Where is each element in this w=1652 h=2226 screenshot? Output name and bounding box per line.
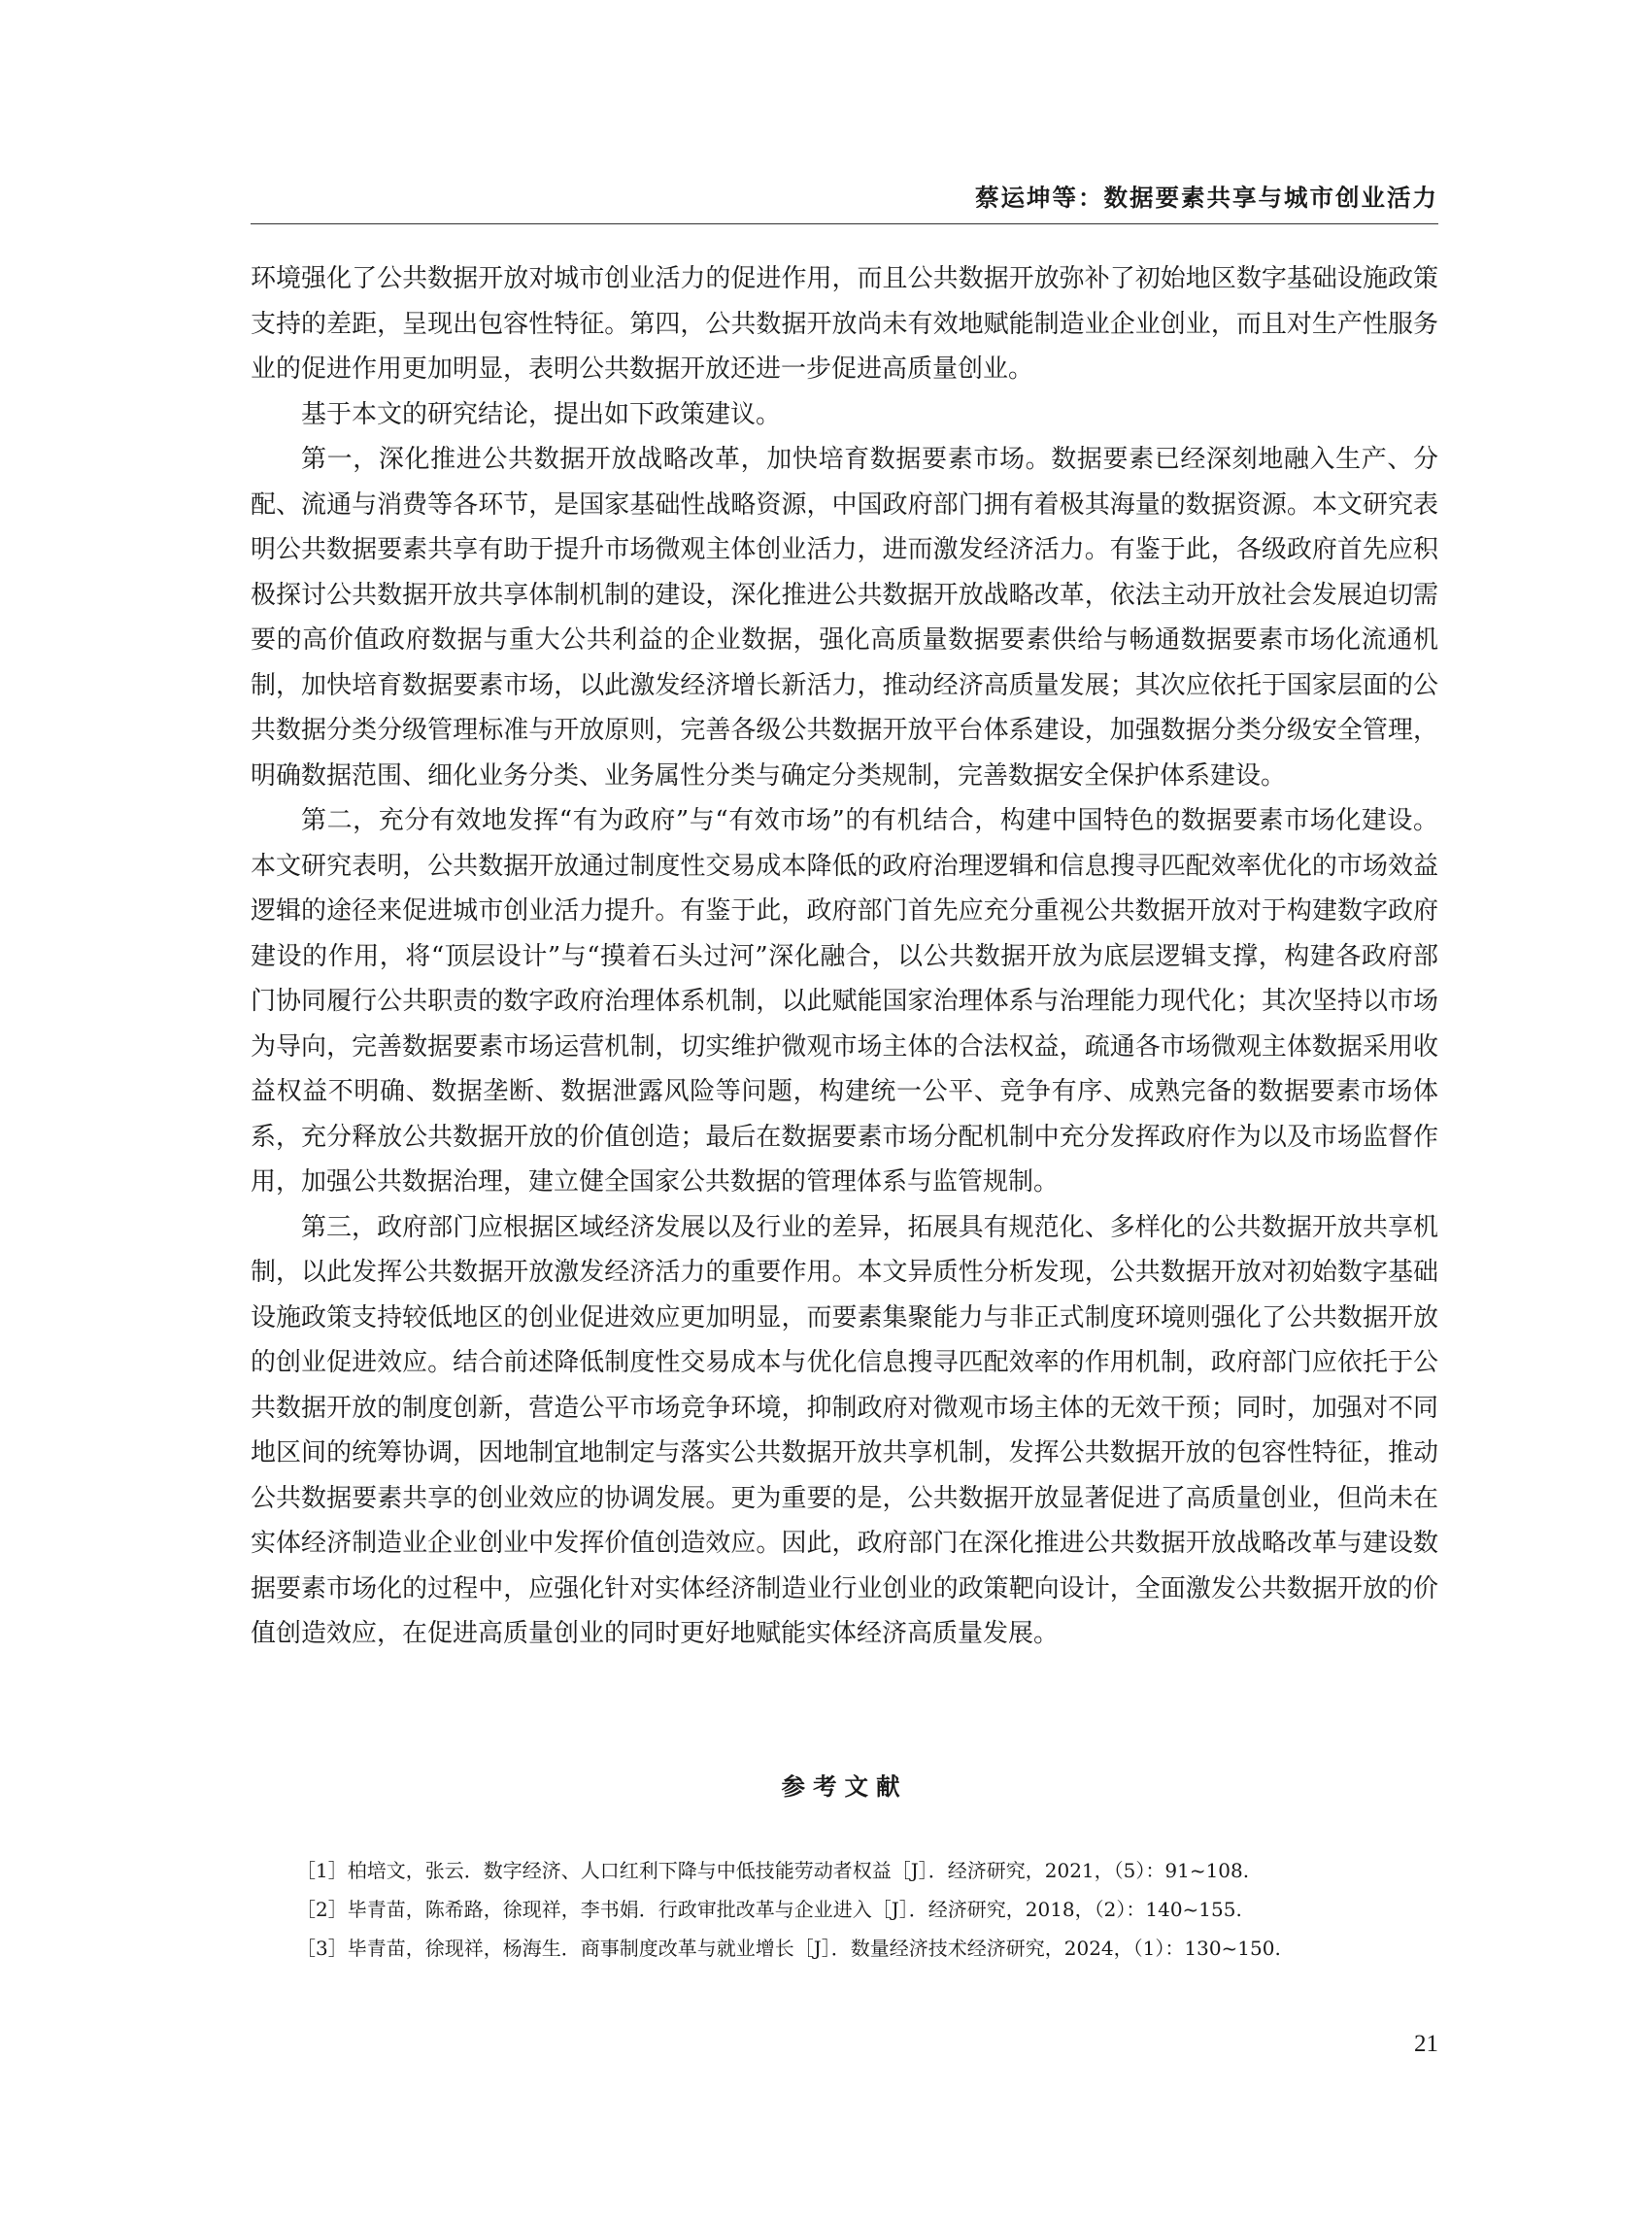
header-rule [251, 223, 1438, 224]
paragraph-policy-second: 第二，充分有效地发挥“有为政府”与“有效市场”的有机结合，构建中国特色的数据要素市场化建设。本文研究表明，公共数据开放通过制度性交易成本降低的政府治理逻辑和信息搜寻匹配效率优化的市场效益逻辑的途径来促进城市创业活力提升。有鉴于此，政府部门首先应充分重视公共数据开放对于构建数字政府建设的作用，将“顶层设计”与“摸着石头过河”深化融合，以公共数据开放为底层逻辑支撑，构建各政府部门协同履行公共职责的数字政府治理体系机制，以此赋能国家治理体系与治理能力现代化；其次坚持以市场为导向，完善数据要素市场运营机制，切实维护微观市场主体的合法权益，疏通各市场微观主体数据采用收益权益不明确、数据垄断、数据泄露风险等问题，构建统一公平、竞争有序、成熟完备的数据要素市场体系，充分释放公共数据开放的价值创造；最后在数据要素市场分配机制中充分发挥政府作为以及市场监督作用，加强公共数据治理，建立健全国家公共数据的管理体系与监管规制。 [251, 806, 1438, 1197]
reference-item: ［3］毕青苗，徐现祥，杨海生．商事制度改革与就业增长［J］．数量经济技术经济研究，2024，（1）：130~150. [296, 1937, 1281, 1960]
paragraph-policy-third: 第三，政府部门应根据区域经济发展以及行业的差异，拓展具有规范化、多样化的公共数据开放共享机制，以此发挥公共数据开放激发经济活力的重要作用。本文异质性分析发现，公共数据开放对初始数字基础设施政策支持较低地区的创业促进效应更加明显，而要素集聚能力与非正式制度环境则强化了公共数据开放的创业促进效应。结合前述降低制度性交易成本与优化信息搜寻匹配效率的作用机制，政府部门应依托于公共数据开放的制度创新，营造公平市场竞争环境，抑制政府对微观市场主体的无效干预；同时，加强对不同地区间的统筹协调，因地制宜地制定与落实公共数据开放共享机制，发挥公共数据开放的包容性特征，推动公共数据要素共享的创业效应的协调发展。更为重要的是，公共数据开放显著促进了高质量创业，但尚未在实体经济制造业企业创业中发挥价值创造效应。因此，政府部门在深化推进公共数据开放战略改革与建设数据要素市场化的过程中，应强化针对实体经济制造业行业创业的政策靶向设计，全面激发公共数据开放的价值创造效应，在促进高质量创业的同时更好地赋能实体经济高质量发展。 [251, 1212, 1438, 1648]
body-text [251, 256, 1438, 1657]
running-header: 蔡运坤等：数据要素共享与城市创业活力 [975, 184, 1438, 212]
paragraph-policy-first: 第一，深化推进公共数据开放战略改革，加快培育数据要素市场。数据要素已经深刻地融入生产、分配、流通与消费等各环节，是国家基础性战略资源，中国政府部门拥有着极其海量的数据资源。本文研究表明公共数据要素共享有助于提升市场微观主体创业活力，进而激发经济活力。有鉴于此，各级政府首先应积极探讨公共数据开放共享体制机制的建设，深化推进公共数据开放战略改革，依法主动开放社会发展迫切需要的高价值政府数据与重大公共利益的企业数据，强化高质量数据要素供给与畅通数据要素市场化流通机制，加快培育数据要素市场，以此激发经济增长新活力，推动经济高质量发展；其次应依托于国家层面的公共数据分类分级管理标准与开放原则，完善各级公共数据开放平台体系建设，加强数据分类分级安全管理，明确数据范围、细化业务分类、业务属性分类与确定分类规制，完善数据安全保护体系建设。 [251, 445, 1438, 791]
paragraph-policy-intro: 基于本文的研究结论，提出如下政策建议。 [301, 399, 782, 429]
reference-item: ［2］毕青苗，陈希路，徐现祥，李书娟．行政审批改革与企业进入［J］．经济研究，2018，（2）：140~155. [296, 1898, 1242, 1921]
references-list [296, 1851, 1438, 1968]
reference-item: ［1］柏培文，张云．数字经济、人口红利下降与中低技能劳动者权益［J］．经济研究，2021，（5）：91~108. [296, 1859, 1250, 1882]
paragraph-continuation: 环境强化了公共数据开放对城市创业活力的促进作用，而且公共数据开放弥补了初始地区数字基础设施政策支持的差距，呈现出包容性特征。第四，公共数据开放尚未有效地赋能制造业企业创业，而且对生产性服务业的促进作用更加明显，表明公共数据开放还进一步促进高质量创业。 [251, 264, 1438, 384]
page-number: 21 [1414, 2031, 1438, 2057]
references-title: 参考文献 [781, 1772, 908, 1801]
